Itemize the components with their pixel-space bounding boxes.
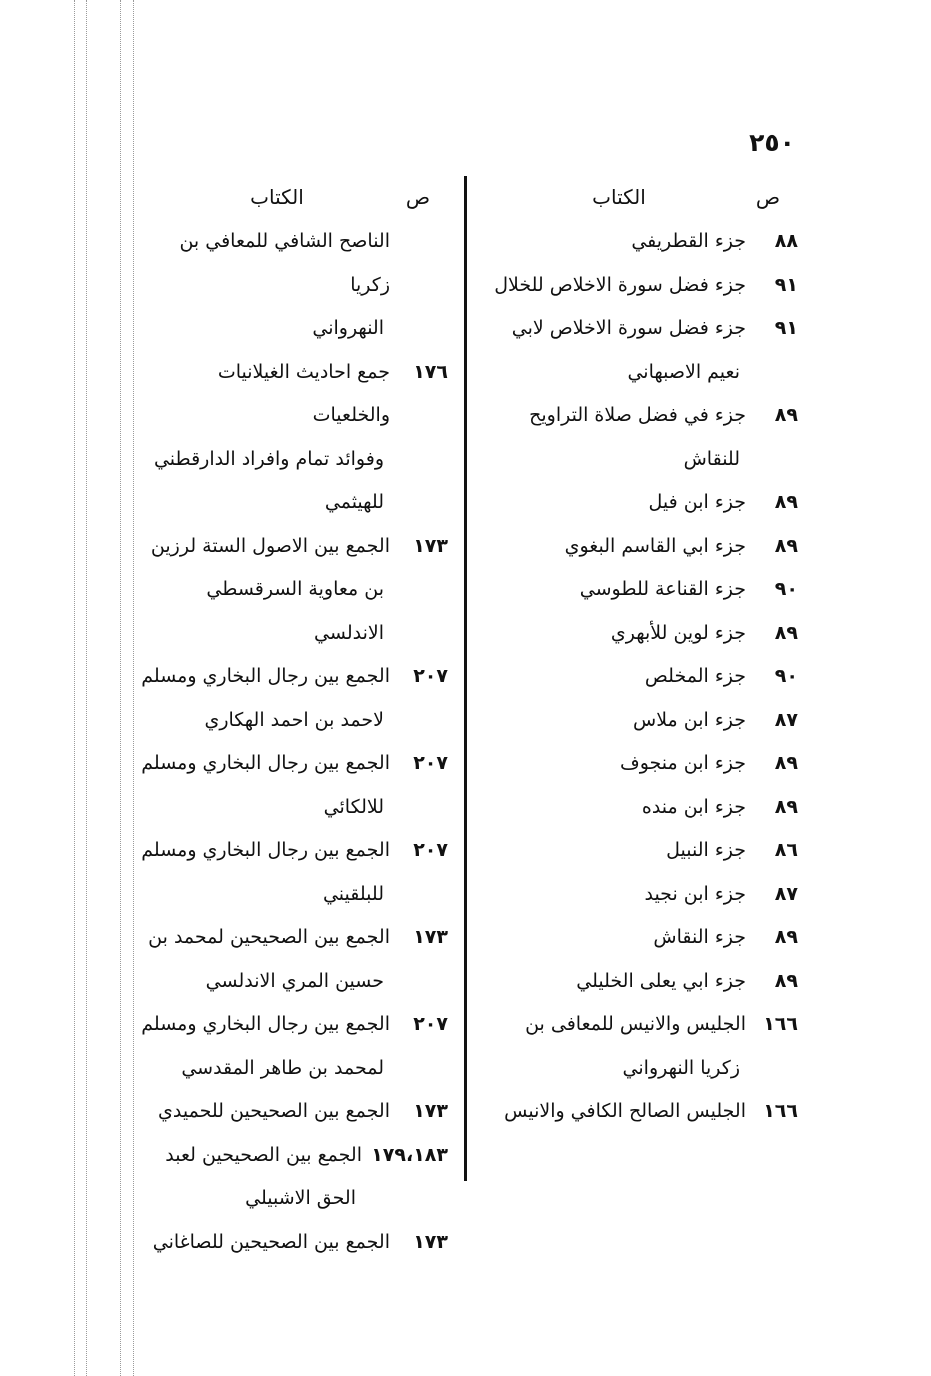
entry-title [470,568,746,612]
index-entry [470,786,798,830]
entry-title-line: الجليس والانيس للمعافى بن [525,1013,746,1035]
entry-title-line: جزء في فضل صلاة التراويح [529,404,746,426]
column-header [136,174,448,220]
entry-title [136,351,390,525]
book-header: الكتاب [250,185,304,209]
entry-title [136,829,390,916]
index-entry [470,699,798,743]
entry-page-number: ٩١ [774,317,798,339]
entry-title [470,742,746,786]
page-header: ص [405,185,431,209]
entry-page-number: ٢٠٧ [413,752,448,774]
entry-title [470,916,746,960]
index-entry [136,1221,448,1265]
entry-title-line: الجمع بين رجال البخاري ومسلم [141,839,390,861]
entry-title [470,786,746,830]
scan-edge-line [74,0,75,1376]
entry-page-number: ٨٩ [774,621,798,644]
entry-title-line: الجمع بين الاصول الستة لرزين [150,534,390,557]
entry-title [470,307,746,394]
entry-title [470,481,746,525]
entry-title [470,1090,746,1134]
entry-list [136,220,448,1264]
index-entry [136,1090,448,1134]
entry-title [136,742,390,829]
index-entry [136,351,448,525]
entry-title-continuation: حسين المري الاندلسي [205,969,384,992]
entry-title-line: جزء النقاش [653,926,746,948]
index-entry [470,960,798,1004]
page-number: ٢٥٠ [749,128,795,157]
column-header [470,174,798,220]
entry-title [470,525,746,569]
index-entry [470,264,798,308]
entry-title-line: الجليس الصالح الكافي والانيس [504,1100,746,1122]
index-entry [470,916,798,960]
entry-title-continuation: بن معاوية السرقسطي الاندلسي [206,578,384,644]
index-entry [470,220,798,264]
index-entry [136,829,448,916]
entry-title-line: جزء ابن فيل [648,491,746,513]
entry-page-number: ١٧٩،١٨٣ [371,1143,448,1166]
entry-page-number: ٢٠٧ [413,1013,448,1035]
entry-title-line: الجمع بين رجال البخاري ومسلم [141,665,390,687]
index-entry [470,525,798,569]
entry-page-number: ٢٠٧ [413,839,448,861]
index-entry [136,916,448,1003]
entry-title-line: الجمع بين رجال البخاري ومسلم [141,752,390,774]
entry-page-number: ٨٩ [774,969,798,992]
entry-title [136,655,390,742]
index-entry [470,394,798,481]
entry-page-number: ٩٠ [774,578,798,600]
entry-title-continuation: نعيم الاصبهاني [627,360,740,383]
entry-page-number: ٨٩ [774,752,798,774]
scan-edge-line [120,0,121,1376]
entry-title-continuation: للالكائي [323,795,384,818]
index-entry [136,1003,448,1090]
index-entry [470,1090,798,1134]
index-entry [470,481,798,525]
entry-page-number: ١٦٦ [763,1013,798,1035]
book-header: الكتاب [592,185,646,209]
entry-title-line: الجمع بين الصحيحين للصاغاني [152,1230,390,1253]
entry-page-number: ٨٩ [774,534,798,557]
entry-page-number: ٨٩ [774,404,798,426]
scan-edge-line [86,0,87,1376]
entry-title-continuation: النهرواني [312,317,384,339]
index-column-left [136,174,448,1264]
index-entry [470,612,798,656]
entry-title-line: جزء فضل سورة الاخلاص لابي [511,317,746,339]
entry-title-line: جزء النبيل [666,839,746,861]
entry-title [470,960,746,1004]
entry-title [136,1134,362,1221]
entry-page-number: ٨٧ [774,708,798,731]
entry-title-continuation: زكريا النهرواني [622,1056,740,1079]
entry-title-line: جزء ابن منده [641,795,746,818]
scan-edge-line [133,0,134,1376]
entry-page-number: ١٧٦ [413,360,448,383]
entry-title-line: جزء ابي يعلى الخليلي [576,969,746,992]
entry-page-number: ١٦٦ [763,1100,798,1122]
entry-title [136,220,390,351]
entry-title [470,612,746,656]
entry-title [136,1090,390,1134]
entry-title-continuation: للهيثمي [324,491,384,513]
index-entry [136,220,448,351]
index-entry [470,568,798,612]
entry-title [470,873,746,917]
entry-title-line: جزء ابن نجيد [644,882,746,905]
index-entry [136,742,448,829]
column-divider [464,176,467,1181]
entry-title [470,264,746,308]
entry-title-line: جزء لوين للأبهري [610,621,746,644]
entry-title-line: جزء القناعة للطوسي [579,578,746,600]
entry-title-continuation: للنقاش [683,447,740,470]
page-header: ص [755,185,781,209]
entry-title-line: جزء المخلص [644,665,746,687]
entry-title-continuation: الحق الاشبيلي [245,1187,356,1209]
entry-title-continuation: وفوائد تمام وافراد الدارقطني [153,447,384,470]
entry-title-line: الجمع بين الصحيحين لعبد [165,1143,362,1166]
entry-title [470,655,746,699]
entry-title-line: الجمع بين رجال البخاري ومسلم [141,1013,390,1035]
entry-page-number: ١٧٣ [413,534,448,557]
entry-title-line: جمع احاديث الغيلانيات والخلعيات [217,360,390,426]
index-entry [470,1003,798,1090]
entry-page-number: ٨٧ [774,882,798,905]
entry-page-number: ١٧٣ [413,926,448,948]
entry-page-number: ١٧٣ [413,1230,448,1253]
index-entry [470,873,798,917]
index-entry [136,1134,448,1221]
entry-title-continuation: لمحمد بن طاهر المقدسي [181,1056,384,1079]
entry-title-line: جزء ابن ملاس [633,708,746,731]
entry-title-line: الجمع بين الصحيحين لمحمد بن [148,926,390,948]
entry-title-line: جزء فضل سورة الاخلاص للخلال [494,273,746,296]
entry-title-line: الناصح الشافي للمعافي بن زكريا [179,230,390,296]
entry-page-number: ٨٩ [774,926,798,948]
entry-page-number: ١٧٣ [413,1100,448,1122]
entry-title [136,916,390,1003]
entry-title [136,1221,390,1265]
entry-title [136,525,390,656]
index-entry [470,742,798,786]
entry-list [470,220,798,1134]
entry-title-line: جزء القطريفي [631,230,746,252]
entry-page-number: ٨٩ [774,795,798,818]
entry-title-continuation: للبلقيني [322,882,384,905]
entry-title [470,829,746,873]
index-entry [136,525,448,656]
entry-title-line: جزء ابن منجوف [620,752,746,774]
index-entry [470,307,798,394]
entry-page-number: ٢٠٧ [413,665,448,687]
entry-page-number: ٨٦ [774,839,798,861]
entry-page-number: ٨٩ [774,491,798,513]
entry-title [136,1003,390,1090]
entry-title [470,394,746,481]
entry-title-line: جزء ابي القاسم البغوي [564,534,746,557]
entry-title [470,1003,746,1090]
index-entry [470,829,798,873]
index-column-right [470,174,798,1134]
entry-page-number: ٨٨ [774,230,798,252]
entry-page-number: ٩٠ [774,665,798,687]
entry-title [470,699,746,743]
entry-title [470,220,746,264]
entry-title-line: الجمع بين الصحيحين للحميدي [158,1100,390,1122]
index-entry [136,655,448,742]
entry-title-continuation: لاحمد بن احمد الهكاري [204,708,384,731]
index-entry [470,655,798,699]
entry-page-number: ٩١ [774,273,798,296]
